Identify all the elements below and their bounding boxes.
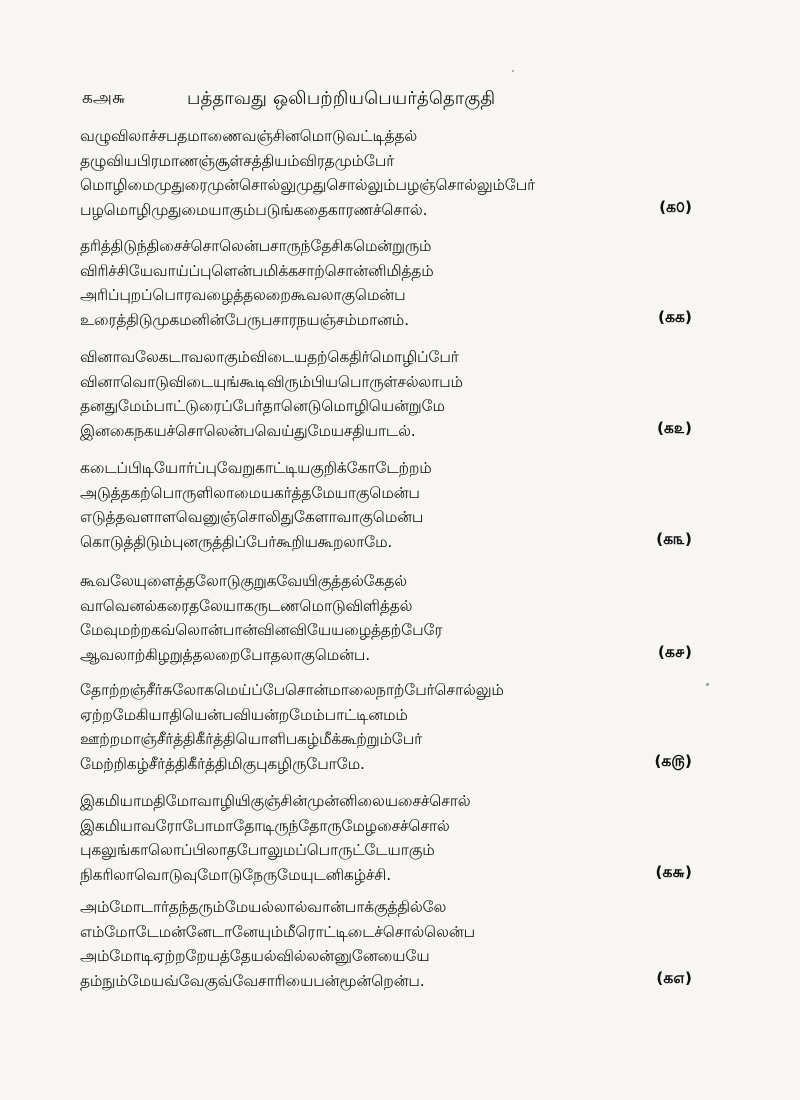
verse-number: (க௭) xyxy=(656,969,692,987)
verse-block xyxy=(80,124,720,222)
verse-block xyxy=(80,569,720,667)
verse-line: அம்மோடிஏற்றறேயத்தேயல்வில்லன்னுனேயையே xyxy=(80,947,430,965)
verse-line: தழுவியபிரமாணஞ்சூள்சத்தியம்விரதமும்பேர் xyxy=(80,151,395,170)
page-header xyxy=(82,88,722,120)
verse-line: வழுவிலாச்சபதமாணைவஞ்சினமொடுவட்டித்தல் xyxy=(80,127,418,145)
verse-line: கடைப்பிடியோர்ப்புவேறுகாட்டியகுறிக்கோடேற்றம் xyxy=(80,459,432,477)
verse-line: புகலுங்காலொப்பிலாதபோலுமப்பொருட்டேயாகும் xyxy=(80,841,435,859)
verse-line: எடுத்தவளாளவெனுஞ்சொலிதுகேளாவாகுமென்ப xyxy=(80,508,424,526)
verse-line: அடுத்தகற்பொருளிலாமையகர்த்தமேயாகுமென்ப xyxy=(80,483,420,502)
verse-line: அம்மோடார்தந்தரும்மேயல்லால்வான்பாக்குத்தில்லே xyxy=(80,898,447,916)
verse-number: (க௩) xyxy=(656,530,692,548)
verse-line: உரைத்திடுமுகமனின்பேருபசாரநயஞ்சம்மானம். xyxy=(80,310,409,329)
section-title: பத்தாவது ஒலிபற்றியபெயர்த்தொகுதி xyxy=(187,88,496,109)
verse-block xyxy=(80,789,720,887)
verse-line: எம்மோடேமன்னேடானேயும்மீரொட்டிடைச்சொல்லென்ப xyxy=(80,922,475,941)
verse-line: வாவெனல்கரைதலேயாகருடணமொடுவிளித்தல் xyxy=(80,596,413,615)
verse-block xyxy=(80,345,720,443)
verse-number: (க௪) xyxy=(657,643,692,661)
verse-line: தரித்திடுந்திசைச்சொலென்பசாருந்தேசிகமென்றுரும் xyxy=(80,237,432,255)
verse-line: ஆவலாற்கிழறுத்தலறைபோதலாகுமென்ப. xyxy=(80,645,370,664)
paper-speck xyxy=(512,70,514,72)
verse-block xyxy=(80,895,720,993)
paper-speck xyxy=(706,683,709,686)
verse-line: தனதுமேம்பாட்டுரைப்பேர்தானெடுமொழியென்றுமே xyxy=(80,397,445,415)
verse-line: மேவுமற்றகவ்லொன்பான்வினவியேயழைத்தற்பேரே xyxy=(80,621,443,639)
verse-line: இனகைநகயச்சொலென்பவெய்துமேயசதியாடல். xyxy=(80,421,416,440)
verse-line: ஊற்றமாஞ்சீர்த்திகீர்த்தியொளிபகழ்மீக்கூற்றும்பேர் xyxy=(80,730,423,748)
verse-block xyxy=(80,678,720,776)
page-folio: கஅ௬ xyxy=(82,88,126,108)
verse-number: (க௨) xyxy=(656,419,692,437)
verse-line: மேற்றிகழ்சீர்த்திகீர்த்திமிகுபுகழிருபோமே. xyxy=(80,754,365,773)
verse-block xyxy=(80,234,720,332)
verse-line: தம்நும்மேயவ்வேகுவ்வேசாரியைபன்மூன்றென்ப. xyxy=(80,971,425,990)
verse-number: (க௦) xyxy=(659,198,692,216)
verse-line: கொடுத்திடும்புனருத்திப்பேர்கூறியகூறலாமே. xyxy=(80,532,393,551)
verse-line: மொழிமைமுதுரைமுன்சொல்லுமுதுசொல்லும்பழஞ்சொல்லும்பேர் xyxy=(80,176,536,194)
verse-line: கூவலேயுளைத்தலோடுகுறுகவேயிகுத்தல்கேதல் xyxy=(80,572,407,590)
verse-line: வினாவொடுவிடையுங்கூடிவிரும்பியபொருள்சல்லாபம் xyxy=(80,372,463,391)
verse-number: (க௬) xyxy=(655,863,692,881)
verse-line: இகமியாமதிமோவாழியிகுஞ்சின்முன்னிலையசைச்சொல் xyxy=(80,792,471,810)
verse-line: தோற்றஞ்சீர்சுலோகமெய்ப்பேசொன்மாலைநாற்பேர்சொல்லும் xyxy=(80,681,504,699)
verse-line: வினாவலேகடாவலாகும்விடையதற்கெதிர்மொழிப்பேர் xyxy=(80,348,459,366)
verse-line: பழமொழிமுதுமையாகும்படுங்கதைகாரணச்சொல். xyxy=(80,200,428,219)
verse-line: ஏற்றமேகியாதியென்பவியன்றமேம்பாட்டினமம் xyxy=(80,705,408,724)
verse-line: விரிச்சியேவாய்ப்புளென்பமிக்கசாற்சொன்னிமித்தம் xyxy=(80,261,434,280)
verse-number: (க௫) xyxy=(654,752,692,770)
verse-line: இகமியாவரோபோமாதோடிருந்தோருமேழசைச்சொல் xyxy=(80,816,450,835)
verse-line: நிகரிலாவொடுவுமோடுநேருமேயுடனிகழ்ச்சி. xyxy=(80,865,391,884)
verse-number: (கக) xyxy=(658,308,692,326)
verse-line: அரிப்புறப்பொரவழைத்தலறைகூவலாகுமென்ப xyxy=(80,286,406,304)
verse-block xyxy=(80,456,720,554)
